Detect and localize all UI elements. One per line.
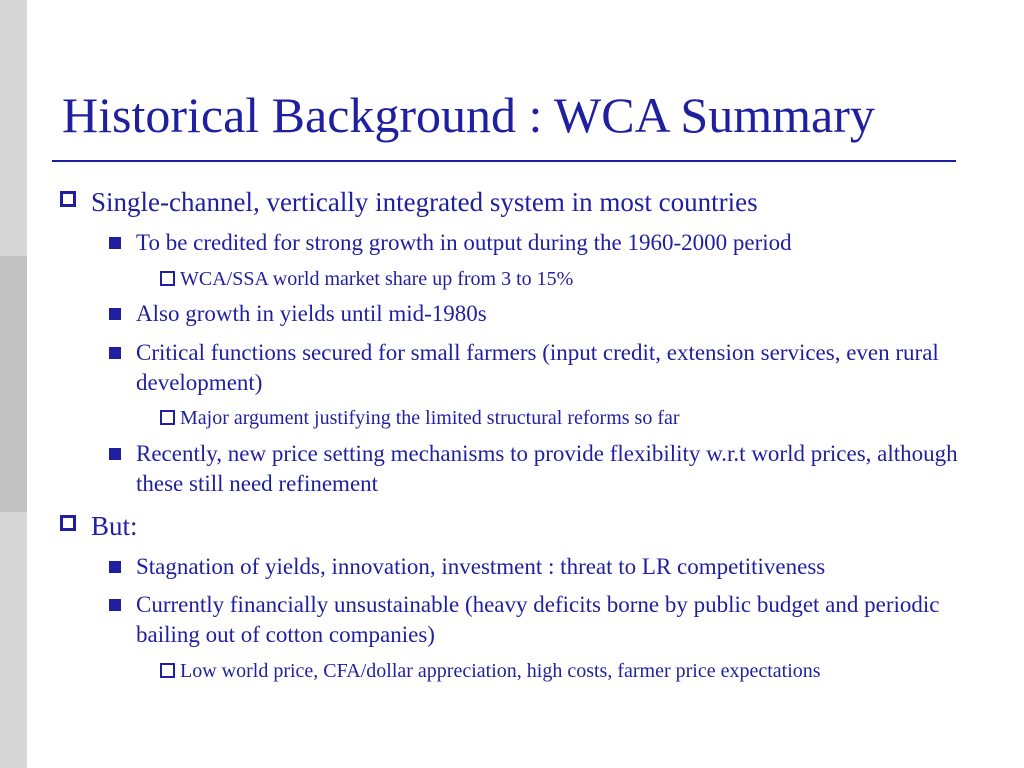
filled-square-bullet-icon [109,237,121,249]
hollow-square-bullet-icon [60,515,76,531]
bullet-text: But: [91,511,138,541]
title-underline [52,160,956,162]
slide-title: Historical Background : WCA Summary [62,87,875,143]
bullet-level2-item [136,338,986,398]
bullet-text: Major argument justifying the limited structural reforms so far [180,407,680,429]
bullet-level2-item [136,299,986,329]
bullet-text: Stagnation of yields, innovation, investment : threat to LR competitiveness [136,554,826,579]
bullet-level2-item [136,228,986,258]
bullet-level1-item [91,511,971,541]
stripe-segment-bottom [0,512,27,768]
decorative-side-stripe [0,0,27,768]
bullet-text: Single-channel, vertically integrated system in most countries [91,187,758,217]
bullet-level2-item [136,439,986,499]
filled-square-bullet-icon [109,448,121,460]
stripe-segment-top [0,0,27,256]
bullet-text: To be credited for strong growth in output during the 1960-2000 period [136,230,792,255]
filled-square-bullet-icon [109,308,121,320]
bullet-level2-item [136,552,986,582]
bullet-text: Recently, new price setting mechanisms to provide flexibility w.r.t world prices, although these still need refinement [136,441,958,496]
bullet-level3-item [180,658,1000,684]
bullet-level2-item [136,590,986,650]
hollow-square-bullet-icon [160,663,175,678]
filled-square-bullet-icon [109,599,121,611]
bullet-text: Currently financially unsustainable (heavy deficits borne by public budget and periodic bailing out of cotton companies) [136,592,940,647]
filled-square-bullet-icon [109,347,121,359]
hollow-square-bullet-icon [160,410,175,425]
hollow-square-bullet-icon [160,271,175,286]
bullet-text: Critical functions secured for small farmers (input credit, extension services, even rural development) [136,340,939,395]
bullet-text: WCA/SSA world market share up from 3 to 15% [180,268,574,290]
bullet-level1-item [91,187,971,217]
bullet-level3-item [180,405,1000,431]
filled-square-bullet-icon [109,561,121,573]
hollow-square-bullet-icon [60,191,76,207]
stripe-segment-middle [0,256,27,512]
bullet-level3-item [180,266,1000,292]
bullet-text: Also growth in yields until mid-1980s [136,301,487,326]
bullet-text: Low world price, CFA/dollar appreciation, high costs, farmer price expectations [180,660,821,682]
